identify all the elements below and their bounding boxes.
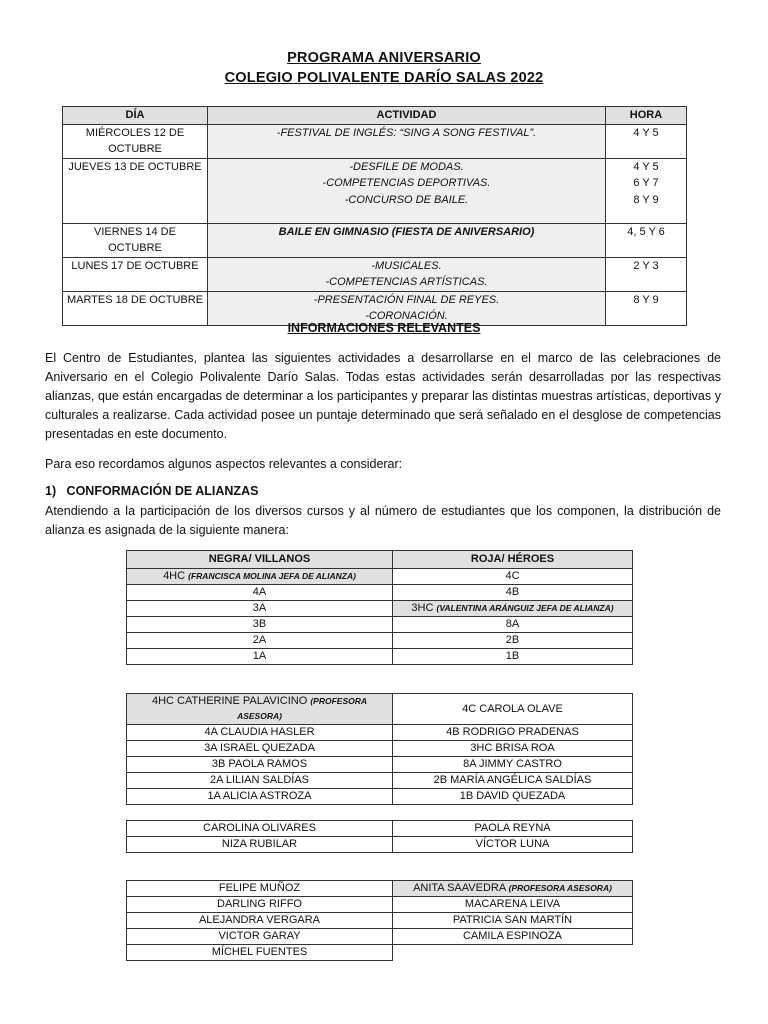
table-row (127, 837, 633, 853)
schedule-hour: 4, 5 Y 6 (606, 223, 687, 257)
pairs-table (126, 820, 633, 853)
teacher-right-cell: 8A JIMMY CASTRO (393, 757, 633, 773)
alliance-right-leader: 3HC (VALENTINA ARÁNGUIZ JEFA DE ALIANZA) (393, 600, 633, 616)
schedule-hour: 4 Y 5 6 Y 7 8 Y 9 (606, 158, 687, 223)
table-row (127, 632, 633, 648)
advisor-right-leader: ANITA SAAVEDRA (PROFESORA ASESORA) (393, 881, 633, 897)
table-row (127, 757, 633, 773)
table-row (127, 881, 633, 897)
table-row (127, 616, 633, 632)
header-hour: HORA (606, 107, 687, 125)
table-row (127, 694, 633, 725)
schedule-row (63, 291, 687, 325)
advisor-right-cell: CAMILA ESPINOZA (393, 929, 633, 945)
advisor-right-cell: PATRICIA SAN MARTÍN (393, 913, 633, 929)
schedule-hour: 8 Y 9 (606, 291, 687, 325)
info-heading: INFORMACIONES RELEVANTES (287, 321, 481, 335)
schedule-activity: -MUSICALES. -COMPETENCIAS ARTÍSTICAS. (208, 257, 606, 291)
table-row (127, 648, 633, 664)
table-row (127, 789, 633, 805)
section-1-heading (45, 484, 258, 498)
schedule-hour: 2 Y 3 (606, 257, 687, 291)
schedule-activity: -DESFILE DE MODAS. -COMPETENCIAS DEPORTIVAS. -CONCURSO DE BAILE. (208, 158, 606, 223)
table-row (127, 773, 633, 789)
table-row (127, 600, 633, 616)
teacher-left-advisor: 4HC CATHERINE PALAVICINO (PROFESORA ASESORA) (127, 694, 393, 725)
alliance-right-cell: 4B (393, 584, 633, 600)
header-activity: ACTIVIDAD (208, 107, 606, 125)
section-title: CONFORMACIÓN DE ALIANZAS (66, 484, 259, 498)
header-black-villains: NEGRA/ VILLANOS (127, 551, 393, 569)
advisors-table (126, 880, 633, 961)
schedule-row (63, 223, 687, 257)
intro-paragraph: El Centro de Estudiantes, plantea las siguientes actividades a desarrollarse en el marco de las celebraciones de Aniversario en el Colegio Polivalente Darío Salas. Todas estas actividades serán desarrolladas por las respectivas alianzas, que están encargadas de determinar a los participantes y preparar las distintas muestras artísticas, deportivas y culturales a realizarse. Cada actividad posee un puntaje determinado que será señalado en el desglose de competencias presentadas en este documento. (45, 351, 721, 441)
reminder-paragraph: Para eso recordamos algunos aspectos relevantes a considerar: (45, 457, 403, 471)
schedule-day: MARTES 18 DE OCTUBRE (63, 291, 208, 325)
alliances-table (126, 550, 633, 665)
table-row (127, 945, 633, 961)
alliance-left-cell: 2A (127, 632, 393, 648)
table-row (127, 821, 633, 837)
teacher-left-cell: 4A CLAUDIA HASLER (127, 725, 393, 741)
teacher-left-cell: 3B PAOLA RAMOS (127, 757, 393, 773)
schedule-table (62, 106, 687, 326)
alliance-left-cell: 4A (127, 584, 393, 600)
table-row (127, 897, 633, 913)
schedule-day: MIÉRCOLES 12 DE OCTUBRE (63, 124, 208, 158)
alliance-right-cell: 8A (393, 616, 633, 632)
alliance-paragraph: Atendiendo a la participación de los diversos cursos y al número de estudiantes que los componen, la distribución de alianza es asignada de la siguiente manera: (45, 504, 721, 537)
schedule-day: JUEVES 13 DE OCTUBRE (63, 158, 208, 223)
schedule-activity: -FESTIVAL DE INGLÉS: “SING A SONG FESTIVAL”. (208, 124, 606, 158)
table-row (127, 568, 633, 584)
schedule-row (63, 158, 687, 223)
advisor-left-cell: FELIPE MUÑOZ (127, 881, 393, 897)
alliance-left-leader: 4HC (FRANCISCA MOLINA JEFA DE ALIANZA) (127, 568, 393, 584)
alliance-left-cell: 1A (127, 648, 393, 664)
pair-left-cell: NIZA RUBILAR (127, 837, 393, 853)
alliance-left-cell: 3B (127, 616, 393, 632)
advisor-left-cell: VICTOR GARAY (127, 929, 393, 945)
teacher-right-cell: 1B DAVID QUEZADA (393, 789, 633, 805)
pair-left-cell: CAROLINA OLIVARES (127, 821, 393, 837)
table-row (127, 741, 633, 757)
pair-right-cell: VÍCTOR LUNA (393, 837, 633, 853)
schedule-row (63, 257, 687, 291)
table-row (127, 725, 633, 741)
header-day: DÍA (63, 107, 208, 125)
teacher-right-cell: 4C CAROLA OLAVE (393, 694, 633, 725)
teacher-left-cell: 2A LILIAN SALDÍAS (127, 773, 393, 789)
table-row (127, 929, 633, 945)
pair-right-cell: PAOLA REYNA (393, 821, 633, 837)
advisor-right-cell: MACARENA LEIVA (393, 897, 633, 913)
schedule-day: LUNES 17 DE OCTUBRE (63, 257, 208, 291)
section-number: 1) (45, 484, 57, 498)
advisor-left-cell: ALEJANDRA VERGARA (127, 913, 393, 929)
teacher-right-cell: 2B MARÍA ANGÉLICA SALDÍAS (393, 773, 633, 789)
schedule-activity: BAILE EN GIMNASIO (FIESTA DE ANIVERSARIO) (208, 223, 606, 257)
schedule-activity: -PRESENTACIÓN FINAL DE REYES. -CORONACIÓN. (208, 291, 606, 325)
header-red-heroes: ROJA/ HÉROES (393, 551, 633, 569)
title-line-2: COLEGIO POLIVALENTE DARÍO SALAS 2022 (224, 70, 544, 86)
teacher-left-cell: 1A ALICIA ASTROZA (127, 789, 393, 805)
teacher-right-cell: 4B RODRIGO PRADENAS (393, 725, 633, 741)
teacher-right-cell: 3HC BRISA ROA (393, 741, 633, 757)
alliance-right-cell: 4C (393, 568, 633, 584)
alliance-right-cell: 1B (393, 648, 633, 664)
alliance-right-cell: 2B (393, 632, 633, 648)
advisor-left-cell: MÍCHEL FUENTES (127, 945, 393, 961)
teachers-table (126, 693, 633, 805)
table-row (127, 584, 633, 600)
schedule-row (63, 124, 687, 158)
advisor-empty-cell (393, 945, 633, 961)
alliance-left-cell: 3A (127, 600, 393, 616)
title-line-1: PROGRAMA ANIVERSARIO (287, 50, 481, 66)
schedule-day: VIERNES 14 DE OCTUBRE (63, 223, 208, 257)
advisor-left-cell: DARLING RIFFO (127, 897, 393, 913)
schedule-hour: 4 Y 5 (606, 124, 687, 158)
teacher-left-cell: 3A ISRAEL QUEZADA (127, 741, 393, 757)
table-row (127, 913, 633, 929)
